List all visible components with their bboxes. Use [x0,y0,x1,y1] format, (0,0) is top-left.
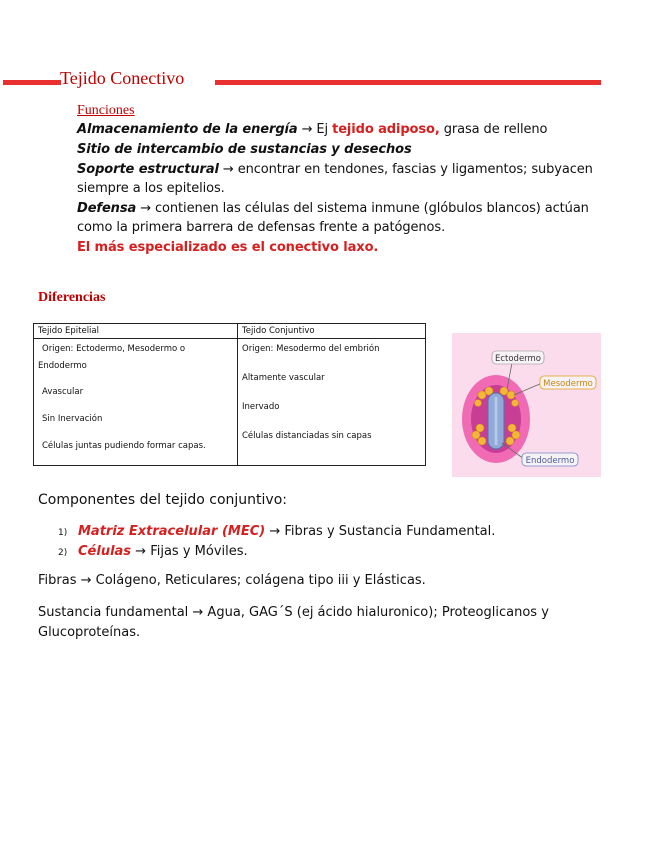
epitelial-cell [34,339,238,466]
epitelial-inervacion: Sin Inervación [42,414,103,424]
funcion-intercambio [77,140,412,160]
conjuntivo-celulas: Células distanciadas sin capas [242,431,372,441]
table-header-row [34,324,426,339]
note-conectivo-laxo: El más especializado es el conectivo laxo. [77,240,379,255]
fibras-line: Fibras → Colágeno, Reticulares; colágena tipo iii y Elásticas. [38,573,426,588]
funcion-soporte-cont: siempre a los epitelios. [77,181,225,196]
label-endodermo: Endodermo [525,456,575,466]
label-ectodermo: Ectodermo [494,354,542,364]
conjuntivo-cell [238,339,426,466]
epitelial-origen: Origen: Ectodermo, Mesodermo o [42,344,186,354]
list-item: 2) Células → Fijas y Móviles. [58,542,248,563]
diferencias-table [33,323,426,466]
label-mesodermo: Mesodermo [543,379,593,389]
table-header-epitelial: Tejido Epitelial [34,324,238,339]
table-header-conjuntivo: Tejido Conjuntivo [238,324,426,339]
table-row [34,339,426,466]
matriz-extracelular-term: Matriz Extracelular (MEC) [78,524,266,539]
page-title: Tejido Conectivo [60,68,185,88]
componentes-intro: Componentes del tejido conjuntivo: [38,492,287,508]
sustancia-line: Sustancia fundamental → Agua, GAG´S (ej ácido hialuronico); Proteoglicanos y [38,605,549,620]
header-bar-right [215,80,601,85]
funcion-defensa-cont: como la primera barrera de defensas frente a patógenos. [77,220,446,235]
diferencias-heading: Diferencias [38,290,106,305]
header-bar-left [3,80,61,85]
funcion-soporte: Soporte estructural → encontrar en tendones, fascias y ligamentos; subyacen [77,162,593,177]
funcion-defensa: Defensa → contienen las células del sistema inmune (glóbulos blancos) actúan [77,201,589,216]
list-number: 2) [58,548,68,558]
highlight-tejido-adiposo: tejido adiposo, [332,122,440,137]
epitelial-avascular: Avascular [42,387,84,397]
funcion-term: Defensa [77,201,137,216]
funcion-term: Sitio de intercambio de sustancias y desechos [77,142,412,157]
celulas-term: Células [78,544,132,559]
conjuntivo-origen: Origen: Mesodermo del embrión [242,344,380,354]
conjuntivo-vascular: Altamente vascular [242,373,325,383]
funcion-term: Almacenamiento de la energía [77,122,298,137]
sustancia-line-cont: Glucoproteínas. [38,625,141,640]
funcion-almacenamiento: Almacenamiento de la energía → Ej tejido adiposo, grasa de relleno [77,122,548,137]
conjuntivo-inervado: Inervado [242,402,280,412]
funcion-term: Soporte estructural [77,162,219,177]
epitelial-celulas: Células juntas pudiendo formar capas. [42,441,206,451]
funciones-heading: Funciones [77,103,135,118]
epitelial-origen-cont: Endodermo [38,361,87,371]
germ-layers-figure [452,333,601,477]
list-number: 1) [58,528,68,538]
list-item: 1) Matriz Extracelular (MEC) → Fibras y Sustancia Fundamental. [58,522,495,543]
